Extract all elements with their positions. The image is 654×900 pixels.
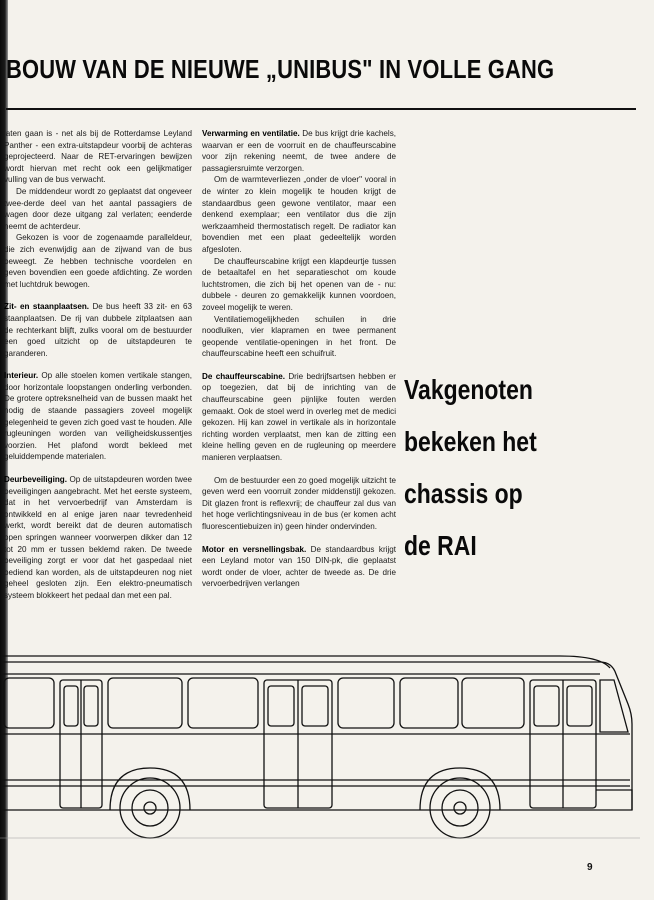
section-heading: Zit- en staanplaatsen.	[4, 302, 90, 312]
paragraph: laten gaan is - net als bij de Rotterdamse Leyland Panther - een extra-uitstapdeur voorbij de achteras geprojecteerd. Naar de RET-ervaringen bewijzen wordt hiervan met recht ook een gelijkmatiger vulling van de bus verwacht.	[4, 129, 192, 185]
sidebar-line: bekeken het	[404, 426, 537, 457]
section-verwarming-en-ventilatie	[202, 128, 396, 174]
sidebar-line: Vakgenoten	[404, 374, 533, 405]
section-heading: Deurbeveiliging.	[4, 475, 67, 485]
page-number: 9	[587, 862, 593, 873]
paragraph: Om de bestuurder een zo goed mogelijk uitzicht te geven werd een voorruit zonder middenstijl gekozen. Dit glazen front is reflexvrij; de chauffeur zal dus van het hoge verlichtingsniveau in de bus (er komen acht fluorescentiebuizen in) geen hinder ondervinden.	[202, 475, 396, 531]
article-headline: BOUW VAN DE NIEUWE „UNIBUS" IN VOLLE GANG	[6, 56, 555, 84]
text-column-1	[4, 128, 192, 613]
section-deurbeveiliging	[4, 474, 192, 602]
section-chauffeurscabine	[202, 371, 396, 464]
paragraph: De middendeur wordt zo geplaatst dat ongeveer twee-derde deel van het aantal passagiers de wagen door deze uitgang zal verlaten; eenderde neemt de achterdeur.	[4, 186, 192, 231]
section-interieur	[4, 370, 192, 463]
headline-rule	[6, 108, 636, 110]
section-heading: Verwarming en ventilatie.	[202, 129, 300, 138]
paragraph: Ventilatiemogelijkheden schuilen in drie noodluiken, vier klapramen en twee permanent geopende ventilatie-openingen in het front. De chauffeurscabine heeft een schuifruit.	[202, 314, 396, 359]
section-heading: De chauffeurscabine.	[202, 371, 285, 381]
section-text: Op de uitstapdeuren worden twee beveiligingen aangebracht. Met het eerste systeem, dat in het vervoerbedrijf van Amsterdam is ontwikkeld en al enige jaren naar tevredenheid werkt, wordt bereikt dat de deuren automatisch open springen wanneer voorwerpen dikker dan 12 tot 20 mm er tussen beklemd raken. De tweede beveiliging zorgt er voor dat het gaspedaal niet bediend kan worden, als de uitstapdeuren nog niet geheel gesloten zijn. Een elektro-pneumatisch systeem blokkeert het pedaal dan met een pal.	[4, 475, 192, 600]
paragraph: Om de warmteverliezen „onder de vloer" vooral in de winter zo klein mogelijk te houden krijgt de standaardbus geen gewone ventilator, maar een denkend exemplaar; een ventilator dus die zijn werkzaamheid thermostatisch regelt. De radiator kan bovendien met een plaat gedeeltelijk worden afgesloten.	[202, 175, 396, 254]
section-text: De bus heeft 33 zit- en 63 staanplaatsen. De rij van dubbele zitplaatsen aan de rechterkant blijft, zulks vooral om de bestuurder een goed uitzicht op de uitstapdeuren te garanderen.	[4, 302, 192, 358]
section-text: De standaardbus krijgt een Leyland motor van 150 DIN-pk, die geplaatst wordt onder de vloer, achter de tweede as. De drie vervoerbedrijven verlangen	[202, 544, 396, 589]
section-zit-en-staanplaatsen	[4, 301, 192, 359]
sidebar-title	[404, 364, 601, 572]
paragraph: De chauffeurscabine krijgt een klapdeurtje tussen de betaaltafel en het separatieschot om koude luchtstromen, die zich bij het openen van de - nu: dubbele - deuren zo gemakkelijk kunnen voordoen, zoveel mogelijk te weren.	[202, 256, 396, 312]
section-text: De bus krijgt drie kachels, waarvan er een de voorruit en de chauffeurscabine voor zijn rekening neemt, de twee andere de passagiersruimte verzorgen.	[202, 129, 396, 173]
paragraph: Gekozen is voor de zogenaamde paralleldeur, die zich evenwijdig aan de zijwand van de bus beweegt. Ze hebben technische voordelen en geven bovendien een goede afdichting. Ze worden met luchtdruk bewogen.	[4, 233, 192, 289]
section-motor-en-versnellingsbak	[202, 544, 396, 590]
bus-side-drawing	[0, 640, 654, 850]
sidebar-line: chassis op	[404, 478, 523, 509]
section-heading: Motor en versnellingsbak.	[202, 544, 307, 554]
section-heading: Interieur.	[4, 371, 39, 381]
section-text: Drie bedrijfsartsen hebben er op toegezien, dat bij de inrichting van de chauffeurscabine geen pijnlijke fouten werden gemaakt. Ook de stoel werd in overleg met de medici gekozen. Hij kan zowel in vertikale als in horizontale richting worden verplaatst, men kan de zitting een kleine helling geven en de rugleuning op meerdere manieren verplaatsen.	[202, 371, 396, 463]
text-column-2	[202, 128, 396, 601]
section-text: Op alle stoelen komen vertikale stangen, door horizontale loopstangen onderling verbonden. De grotere optreksnelheid van de bussen maakt het nodig de staande passagiers zoveel mogelijk gelegenheid te geven zich goed vast te houden. Alle rugleuningen worden van veiligheidskussentjes voorzien. Het plafond wordt bekleed met geluiddempende materialen.	[4, 371, 192, 462]
bus-line-drawing	[0, 640, 654, 850]
sidebar-line: de RAI	[404, 530, 477, 561]
